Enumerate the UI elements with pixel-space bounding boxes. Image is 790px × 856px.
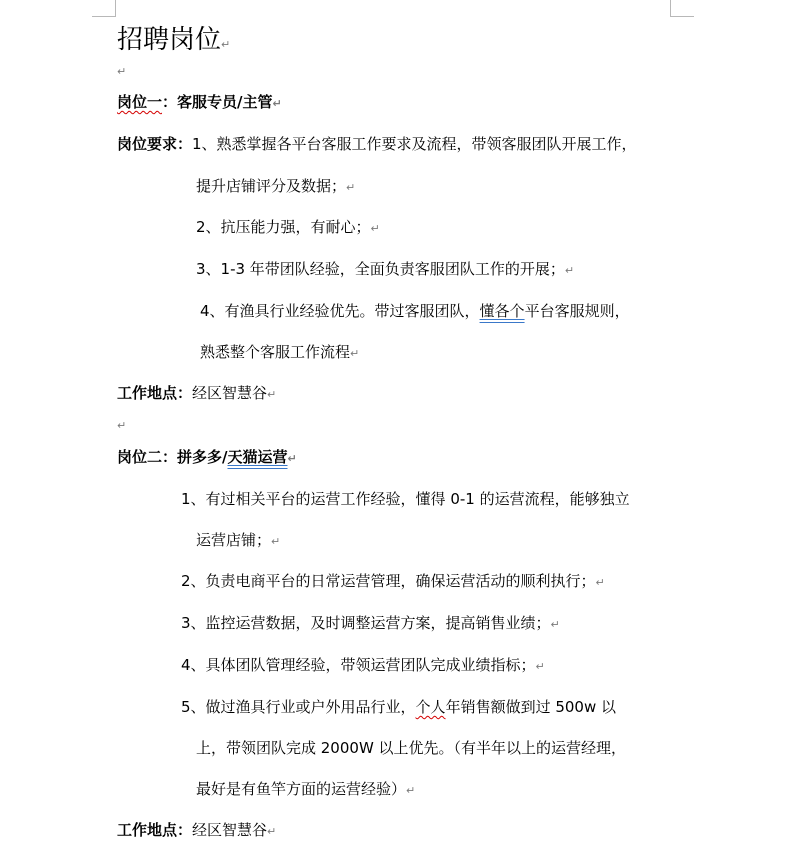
job1-location[interactable]: 工作地点：经区智慧谷↵ xyxy=(117,384,277,402)
empty-paragraph[interactable]: ↵ xyxy=(117,419,127,432)
job2-item-1-cont[interactable]: 运营店铺；↵ xyxy=(196,531,281,549)
job2-item-5-cont-2[interactable]: 最好是有鱼竿方面的运营经验）↵ xyxy=(196,780,416,798)
job2-item-3[interactable]: 3、监控运营数据，及时调整运营方案，提高销售业绩；↵ xyxy=(181,614,560,632)
job1-requirement-1[interactable]: 岗位要求：1、熟悉掌握各平台客服工作要求及流程，带领客服团队开展工作， xyxy=(117,135,637,153)
job1-heading[interactable]: 岗位一：客服专员/主管↵ xyxy=(117,93,282,111)
crop-mark-right-h xyxy=(670,16,694,17)
job1-requirement-1-cont[interactable]: 提升店铺评分及数据；↵ xyxy=(196,177,356,195)
empty-paragraph[interactable]: ↵ xyxy=(117,65,127,78)
job2-item-2[interactable]: 2、负责电商平台的日常运营管理，确保运营活动的顺利执行；↵ xyxy=(181,572,605,590)
job2-item-1[interactable]: 1、有过相关平台的运营工作经验，懂得 0-1 的运营流程，能够独立 xyxy=(181,490,630,508)
crop-mark-left-h xyxy=(92,16,116,17)
job2-heading[interactable]: 岗位二：拼多多/天猫运营↵ xyxy=(117,448,297,466)
job1-requirement-4[interactable]: 4、有渔具行业经验优先。带过客服团队，懂各个平台客服规则， xyxy=(200,302,630,320)
job1-requirement-3[interactable]: 3、1-3 年带团队经验，全面负责客服团队工作的开展；↵ xyxy=(196,260,575,278)
job2-item-5-cont[interactable]: 上，带领团队完成 2000W 以上优先。（有半年以上的运营经理， xyxy=(196,739,627,757)
job2-item-4[interactable]: 4、具体团队管理经验，带领运营团队完成业绩指标；↵ xyxy=(181,656,545,674)
requirements-label: 岗位要求： xyxy=(117,135,193,153)
paragraph-mark: ↵ xyxy=(221,38,231,51)
job1-requirement-2[interactable]: 2、抗压能力强，有耐心；↵ xyxy=(196,218,380,236)
job2-location[interactable]: 工作地点：经区智慧谷↵ xyxy=(117,821,277,839)
page-title[interactable]: 招聘岗位↵ xyxy=(117,25,231,55)
crop-mark-left-v xyxy=(115,0,116,17)
crop-mark-right-v xyxy=(670,0,671,17)
job1-requirement-4-cont[interactable]: 熟悉整个客服工作流程↵ xyxy=(200,343,360,361)
job2-item-5[interactable]: 5、做过渔具行业或户外用品行业，个人年销售额做到过 500w 以 xyxy=(181,698,616,716)
